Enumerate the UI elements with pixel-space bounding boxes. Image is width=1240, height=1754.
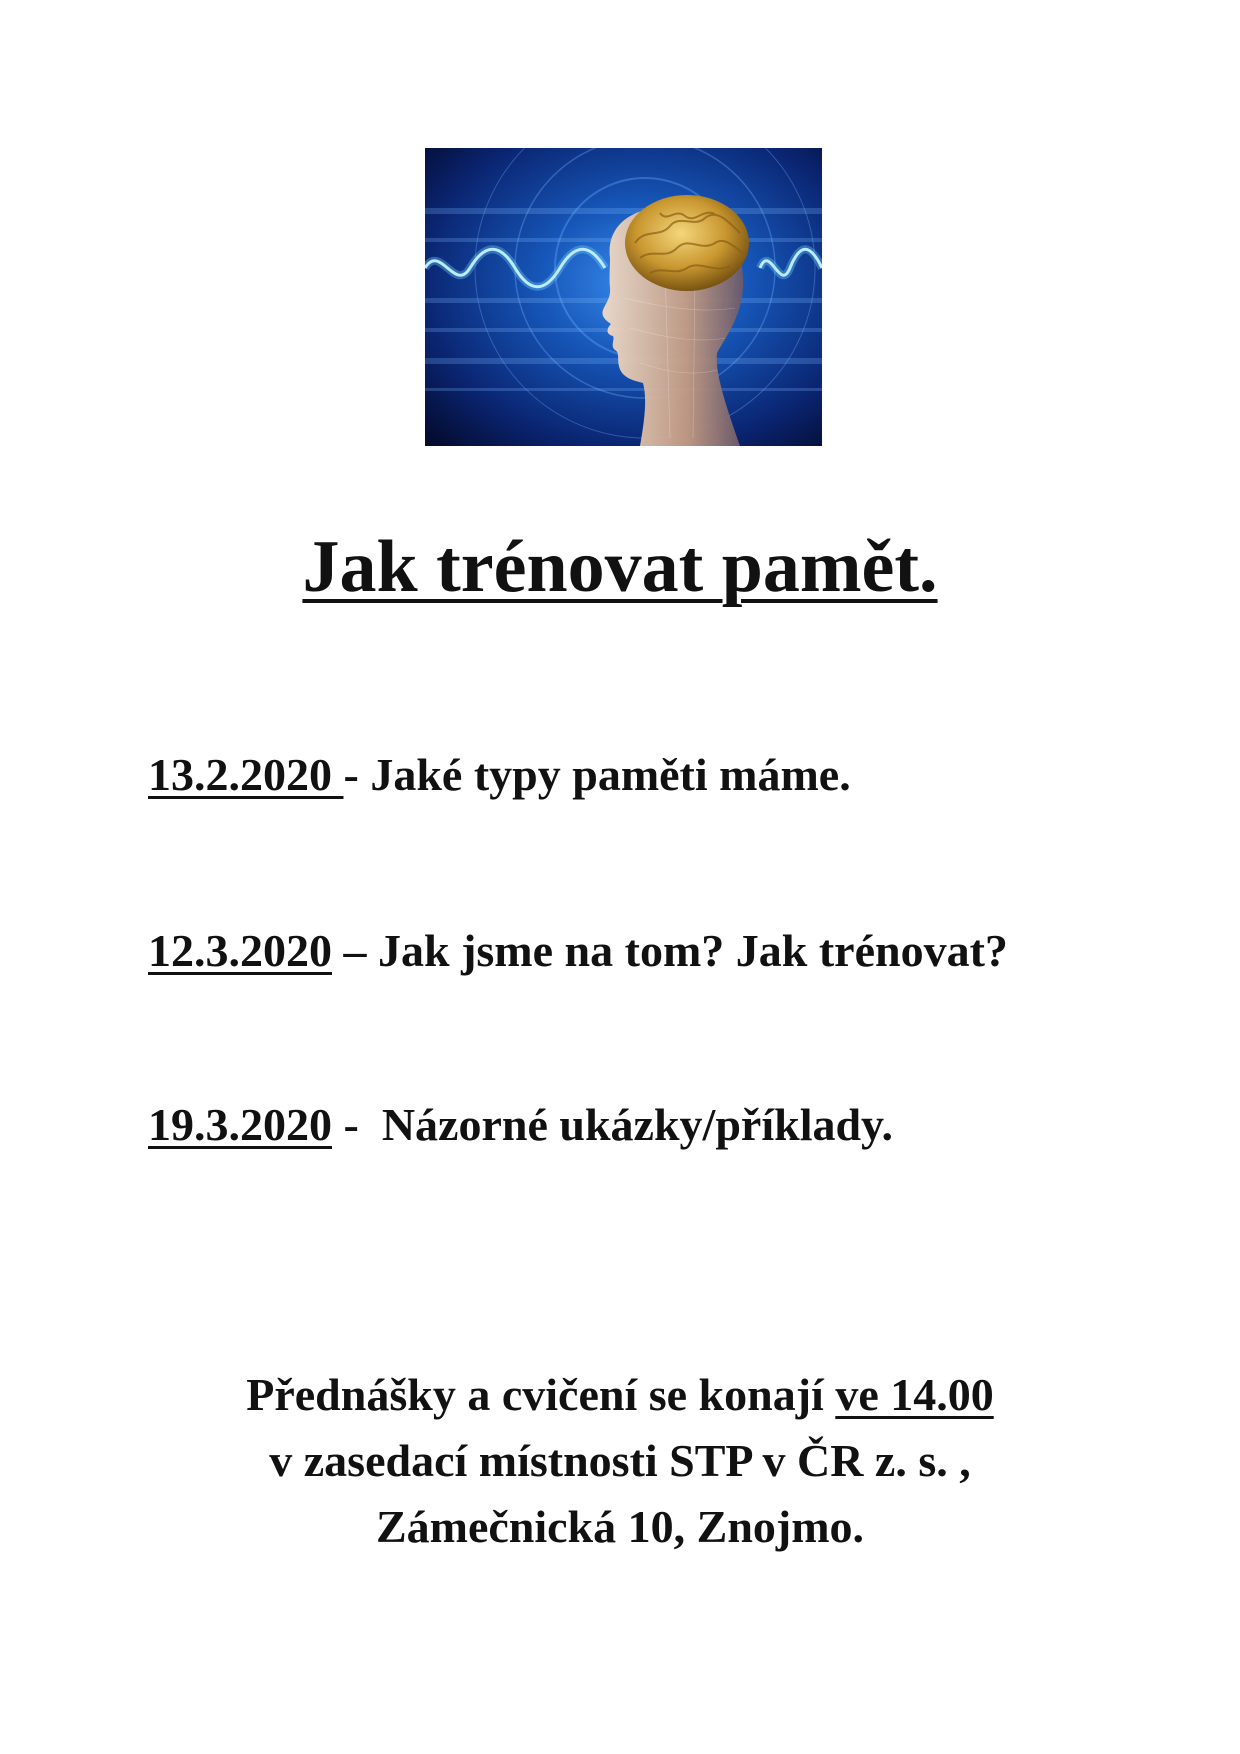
schedule-topic: Názorné ukázky/příklady. bbox=[381, 1099, 894, 1150]
venue-address: Zámečnická 10, Znojmo. bbox=[375, 1501, 865, 1552]
schedule-item bbox=[148, 1099, 894, 1150]
schedule-separator: - bbox=[332, 1099, 382, 1150]
schedule-date: 12.3.2020 bbox=[148, 925, 332, 976]
schedule-item bbox=[148, 749, 851, 800]
poster-title-text: Jak trénovat pamět. bbox=[302, 526, 938, 608]
schedule-topic: Jak jsme na tom? Jak trénovat? bbox=[378, 925, 1008, 976]
poster-title bbox=[0, 526, 1240, 608]
venue-prefix: Přednášky a cvičení se konají bbox=[246, 1369, 836, 1420]
event-time: ve 14.00 bbox=[835, 1369, 994, 1420]
venue-line-2: v zasedací místnosti STP v ČR z. s. , bbox=[269, 1435, 971, 1486]
schedule-separator: - bbox=[343, 749, 371, 800]
brain-head-illustration-icon bbox=[425, 148, 822, 446]
schedule-topic: Jaké typy paměti máme. bbox=[370, 749, 851, 800]
venue-line-1 bbox=[0, 1362, 1240, 1428]
schedule-date: 13.2.2020 bbox=[148, 749, 344, 800]
schedule-item bbox=[148, 925, 1008, 976]
schedule-date: 19.3.2020 bbox=[148, 1099, 332, 1150]
schedule-separator: – bbox=[332, 925, 378, 976]
venue-info bbox=[0, 1362, 1240, 1560]
